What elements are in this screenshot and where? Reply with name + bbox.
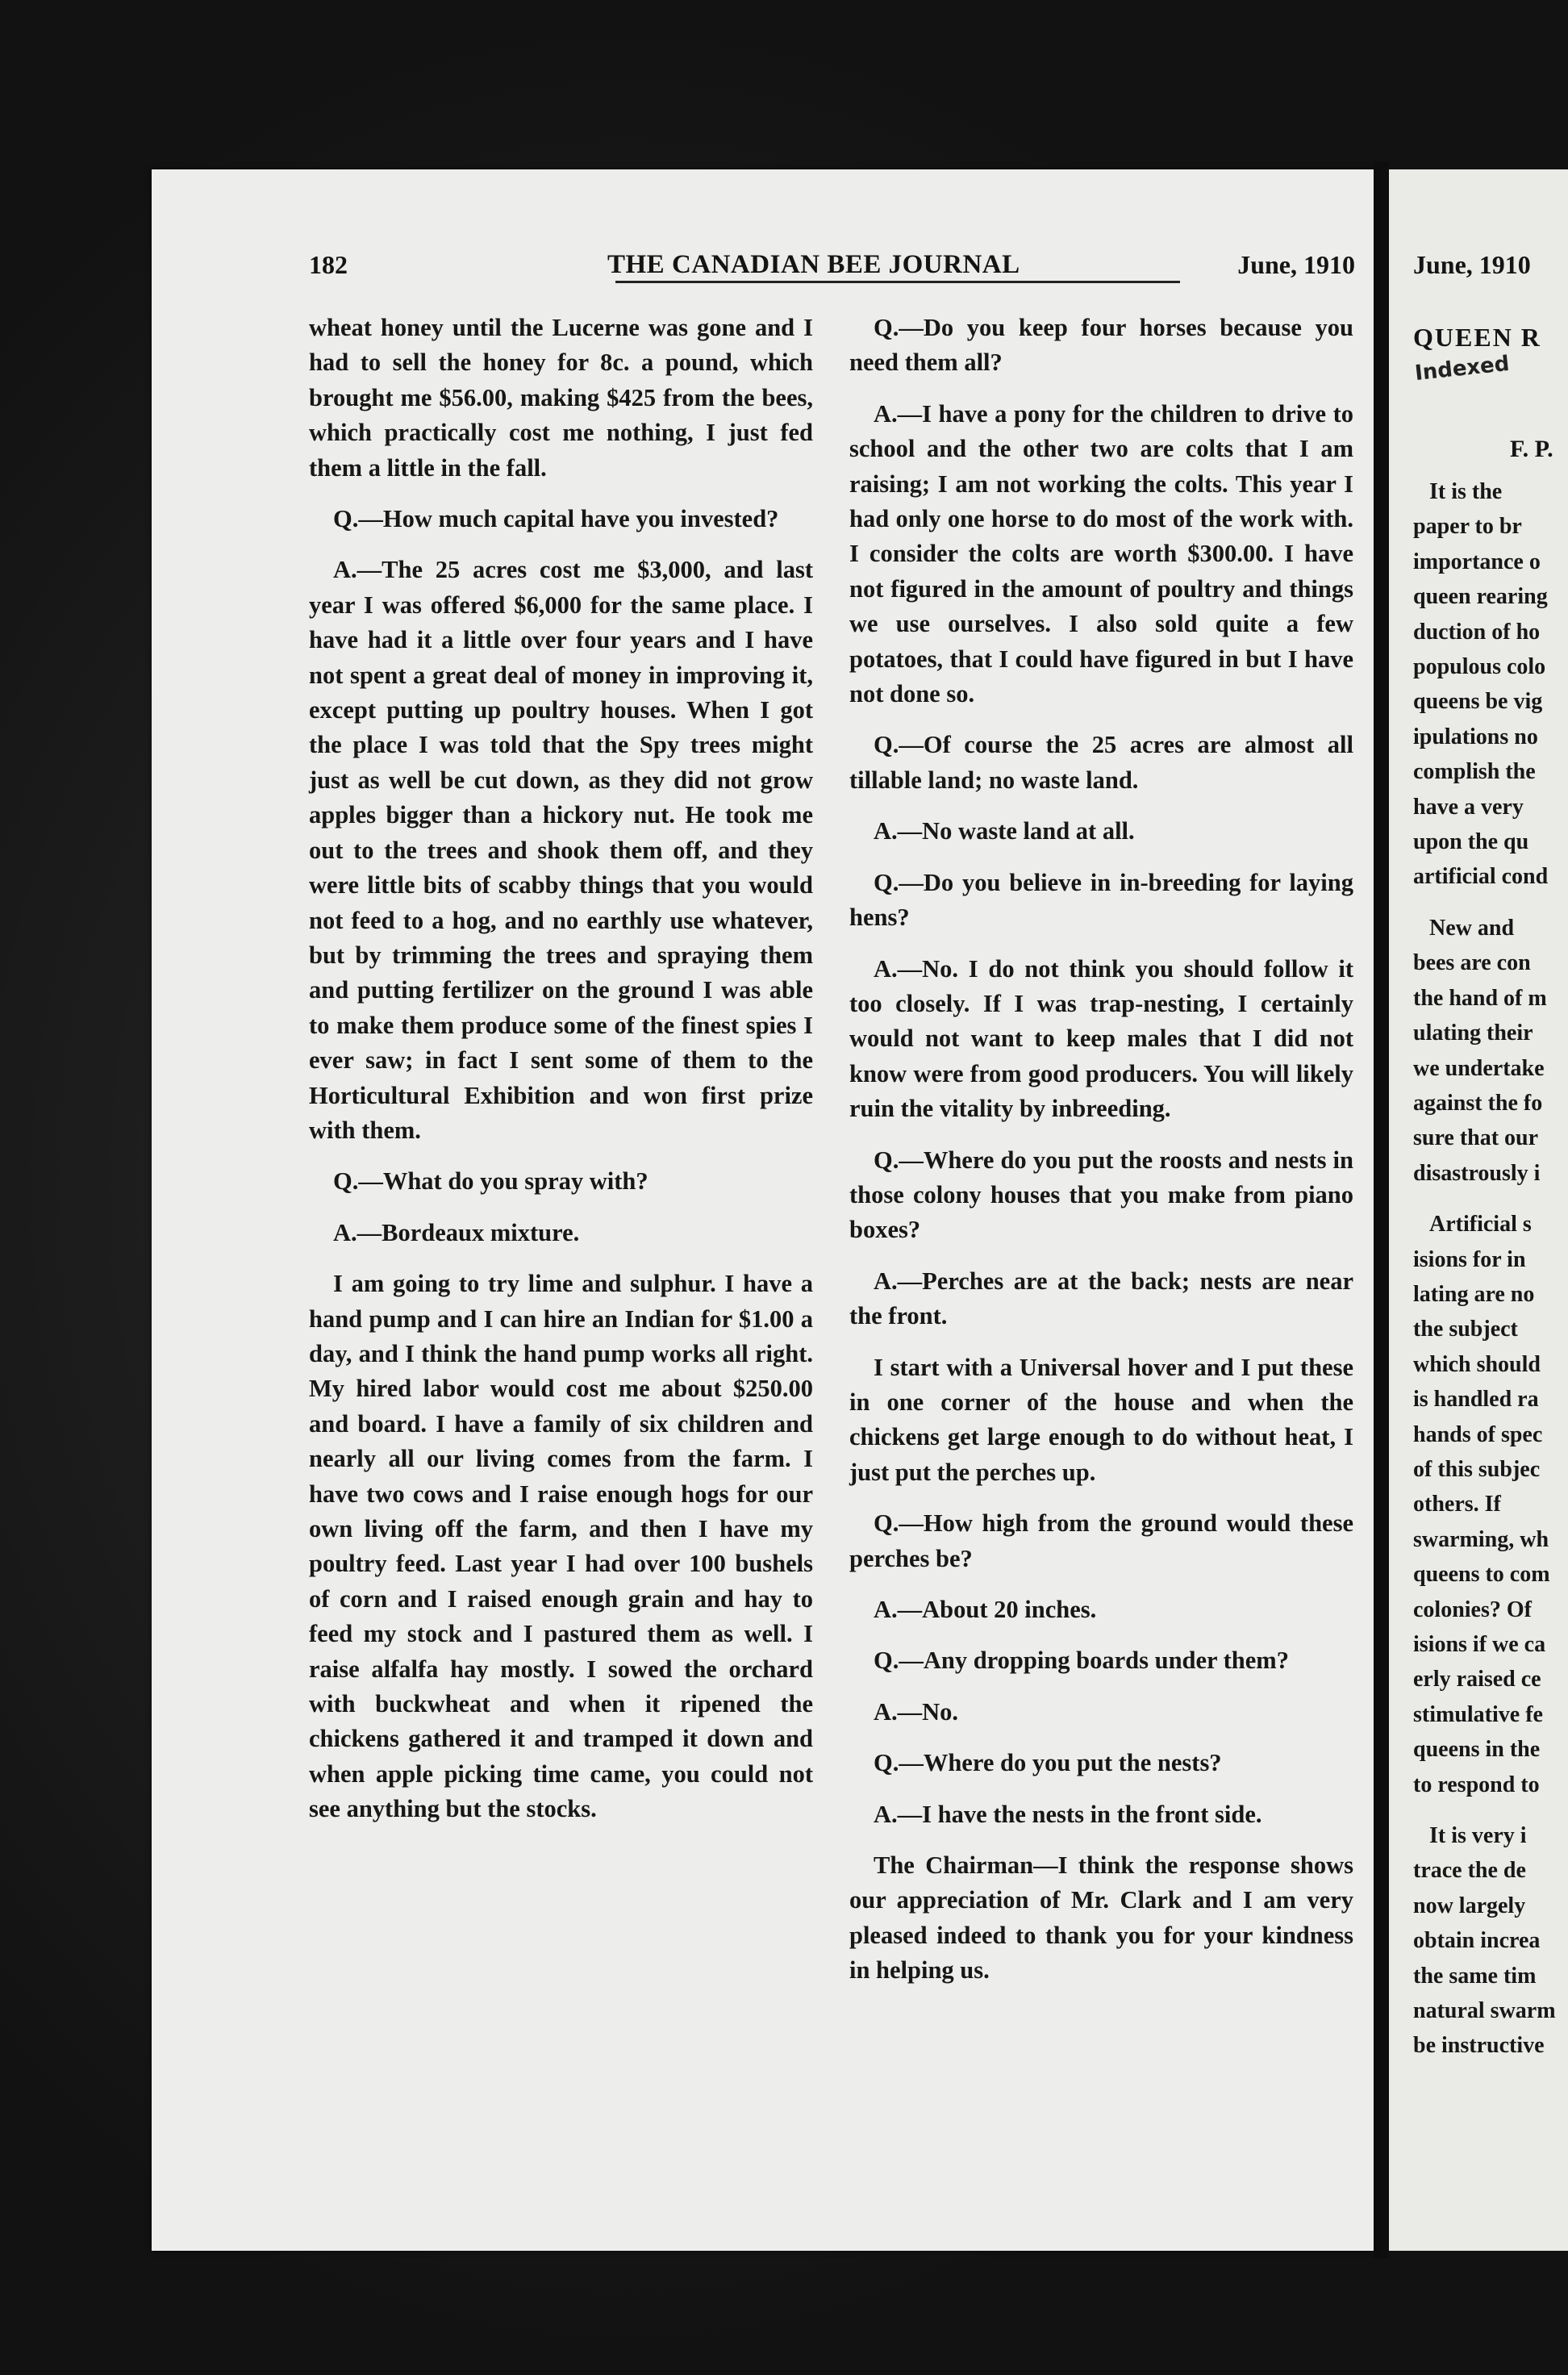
paragraph: wheat honey until the Lucerne was gone and I had to sell the honey for 8c. a pound, which brought me $56.00, making $425 from the bees, which practically cost me nothing, I just fed them a little in the fall. <box>309 314 813 482</box>
paragraph: Q.—Do you keep four horses because you need them all? <box>849 314 1353 377</box>
paragraph: A.—No waste land at all. <box>874 817 1135 845</box>
text-line: obtain increa <box>1413 1928 1541 1954</box>
text-line: queen rearing <box>1413 584 1548 610</box>
text-line: duction of ho <box>1413 619 1541 645</box>
text-line: the hand of m <box>1413 985 1547 1011</box>
text-line: complish the <box>1413 759 1536 785</box>
right-page-date: June, 1910 <box>1413 250 1531 279</box>
paragraph: Q.—How high from the ground would these perches be? <box>849 1509 1353 1572</box>
text-line: bees are con <box>1413 950 1531 976</box>
text-line: the same tim <box>1413 1963 1537 1989</box>
text-line: It is very i <box>1429 1823 1527 1849</box>
text-line: to respond to <box>1413 1772 1540 1797</box>
text-line: erly raised ce <box>1413 1667 1541 1693</box>
text-line: is handled ra <box>1413 1387 1539 1413</box>
text-line: paper to br <box>1413 514 1522 540</box>
paragraph: Q.—Do you believe in in-breeding for laying hens? <box>849 868 1353 932</box>
text-line: which should <box>1413 1351 1541 1377</box>
indexed-stamp: Indexed <box>1413 351 1511 386</box>
text-line: artificial cond <box>1413 864 1549 890</box>
text-line: stimulative fe <box>1413 1701 1543 1727</box>
paragraph: A.—I have the nests in the front side. <box>874 1800 1262 1828</box>
paragraph: Q.—Where do you put the nests? <box>874 1749 1222 1777</box>
paragraph: A.—About 20 inches. <box>874 1596 1097 1623</box>
text-line: be instructive <box>1413 2033 1545 2059</box>
page-number: 182 <box>309 250 348 279</box>
text-line: New and <box>1429 915 1515 941</box>
issue-date: June, 1910 <box>1237 250 1355 279</box>
text-line: we undertake <box>1413 1055 1545 1081</box>
paragraph: Q.—Of course the 25 acres are almost all tillable land; no waste land. <box>849 731 1353 794</box>
text-line: the subject <box>1413 1317 1518 1342</box>
text-line: queens be vig <box>1413 689 1543 715</box>
paragraph: The Chairman—I think the response shows our appreciation of Mr. Clark and I am very pleased indeed to thank you for your kindness in helping us. <box>849 1851 1353 1985</box>
text-line: have a very <box>1413 794 1524 820</box>
paragraph: Q.—How much capital have you invested? <box>333 505 779 533</box>
paragraph: A.—No. <box>874 1697 959 1726</box>
article-title: QUEEN R <box>1413 323 1541 352</box>
text-line: Artificial s <box>1429 1212 1532 1238</box>
text-line: others. If <box>1413 1492 1501 1517</box>
text-line: colonies? Of <box>1413 1597 1532 1622</box>
paragraph: Q.—Where do you put the roosts and nests in those colony houses that you make from piano boxes? <box>849 1146 1353 1244</box>
text-line: queens to com <box>1413 1562 1550 1588</box>
paragraph: A.—Perches are at the back; nests are near the front. <box>849 1267 1353 1330</box>
text-line: now largely <box>1413 1893 1526 1918</box>
journal-title: THE CANADIAN BEE JOURNAL <box>607 250 1020 279</box>
book-gutter <box>1374 161 1389 2259</box>
text-line: importance o <box>1413 549 1541 574</box>
paragraph: A.—No. I do not think you should follow it too closely. If I was trap-nesting, I certainly would not want to keep males that I did not know were from good producers. You will likely ruin the vitality by inbreeding. <box>849 954 1353 1123</box>
text-line: upon the qu <box>1413 829 1529 855</box>
paragraph: A.—I have a pony for the children to drive to school and the other two are colts that I am raising; I am not working the colts. This year I had only one horse to do most of the work with. I consider the colts are worth $300.00. I have not figured in the amount of poultry and things we use ourselves. I also sold quite a few potatoes, that I could have figured in but I have not done so. <box>849 399 1353 708</box>
right-page <box>1389 169 1568 2251</box>
text-line: It is the <box>1429 479 1503 504</box>
text-line: hands of spec <box>1413 1421 1543 1447</box>
paragraph: I am going to try lime and sulphur. I have a hand pump and I can hire an Indian for $1.00 a day, and I think the hand pump works all right. My hired labor would cost me about $250.00 and board. I have a family of six children and nearly all our living comes from the farm. I have two cows and I raise enough hogs for our own living off the farm, and then I have my poultry feed. Last year I had over 100 bushels of corn and I raised enough grain and hay to feed my stock and I pastured them as well. I raise alfalfa hay mostly. I sowed the orchard with buckwheat and when it ripened the chickens gathered it and tramped it down and when apple picking time came, you could not see anything but the stocks. <box>309 1270 813 1823</box>
text-line: populous colo <box>1413 654 1546 680</box>
text-line: sure that our <box>1413 1125 1539 1151</box>
paragraph: Q.—What do you spray with? <box>333 1167 648 1196</box>
right-page-text <box>1413 474 1568 2064</box>
text-line: ulating their <box>1413 1021 1533 1046</box>
left-page <box>152 169 1374 2251</box>
text-line: swarming, wh <box>1413 1526 1549 1552</box>
text-line: isions for in <box>1413 1246 1526 1272</box>
header-rule <box>615 281 1180 283</box>
text-line: of this subjec <box>1413 1456 1541 1482</box>
text-line: queens in the <box>1413 1737 1541 1763</box>
text-line: ipulations no <box>1413 724 1538 749</box>
article-author: F. P. <box>1510 436 1553 462</box>
middle-column <box>849 311 1353 2005</box>
paragraph: A.—Bordeaux mixture. <box>333 1218 580 1246</box>
text-line: against the fo <box>1413 1090 1543 1116</box>
paragraph: I start with a Universal hover and I put these in one corner of the house and when the chickens get large enough to do without heat, I just put the perches up. <box>849 1353 1353 1486</box>
paragraph: Q.—Any dropping boards under them? <box>874 1647 1289 1675</box>
left-column <box>309 311 813 1843</box>
paragraph: A.—The 25 acres cost me $3,000, and last year I was offered $6,000 for the same place. I have had it a little over four years and I have not spent a great deal of money in improving it, except putting up poultry houses. When I got the place I was told that the Spy trees might just as well be cut down, as they did not grow apples bigger than a hickory nut. He took me out to the trees and shook them off, and they were little bits of scabby things that you would not feed to a hog, and no earthly use whatever, but by trimming the trees and spraying them and putting fertilizer on the ground I was able to make them produce some of the finest spies I ever saw; in fact I sent some of them to the Horticultural Exhibition and won first prize with them. <box>309 556 813 1144</box>
text-line: isions if we ca <box>1413 1632 1546 1657</box>
text-line: lating are no <box>1413 1281 1535 1307</box>
text-line: trace the de <box>1413 1858 1526 1884</box>
text-line: natural swarm <box>1413 1998 1556 2024</box>
text-line: disastrously i <box>1413 1160 1541 1186</box>
